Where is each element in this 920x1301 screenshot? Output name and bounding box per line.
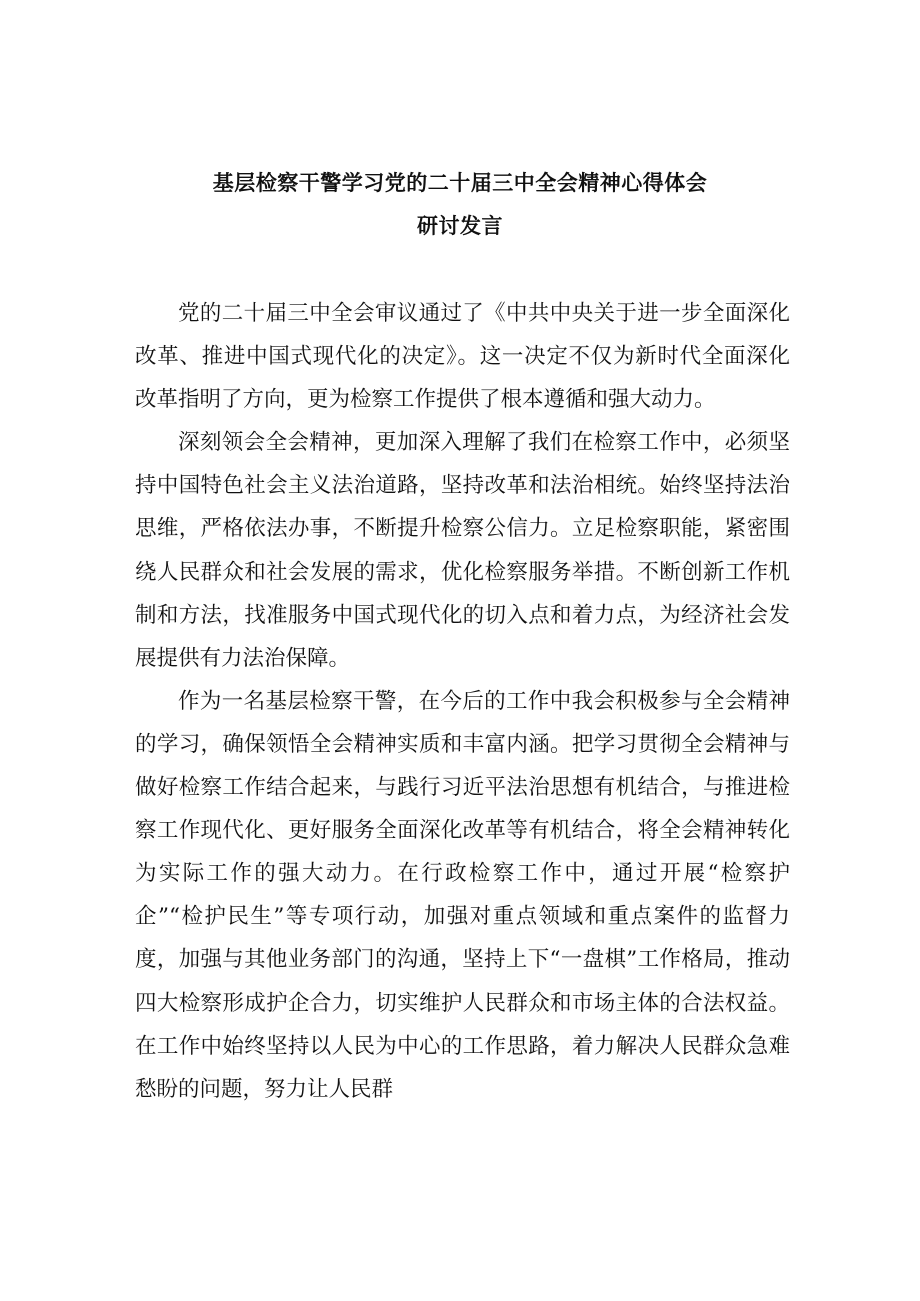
document-subtitle: 研讨发言: [417, 213, 503, 238]
paragraph-3: 作为一名基层检察干警，在今后的工作中我会积极参与全会精神的学习，确保领悟全会精神实质和丰富内涵。把学习贯彻全会精神与做好检察工作结合起来，与践行习近平法治思想有机结合，与推进检察工作现代化、更好服务全面深化改革等有机结合，将全会精神转化为实际工作的强大动力。在行政检察工作中，通过开展“检察护企”“检护民生”等专项行动，加强对重点领域和重点案件的监督力度，加强与其他业务部门的沟通，坚持上下“一盘棋”工作格局，推动四大检察形成护企合力，切实维护人民群众和市场主体的合法权益。在工作中始终坚持以人民为中心的工作思路，着力解决人民群众急难愁盼的问题，努力让人民群: [135, 688, 790, 1102]
document-body: [135, 292, 790, 1111]
paragraph-2: 深刻领会全会精神，更加深入理解了我们在检察工作中，必须坚持中国特色社会主义法治道路，坚持改革和法治相统。始终坚持法治思维，严格依法办事，不断提升检察公信力。立足检察职能，紧密围绕人民群众和社会发展的需求，优化检察服务举措。不断创新工作机制和方法，找准服务中国式现代化的切入点和着力点，为经济社会发展提供有力法治保障。: [135, 430, 790, 671]
paragraph-1: 党的二十届三中全会审议通过了《中共中央关于进一步全面深化改革、推进中国式现代化的决定》。这一决定不仅为新时代全面深化改革指明了方向，更为检察工作提供了根本遵循和强大动力。: [135, 301, 790, 413]
document-title: 基层检察干警学习党的二十届三中全会精神心得体会: [212, 170, 708, 195]
